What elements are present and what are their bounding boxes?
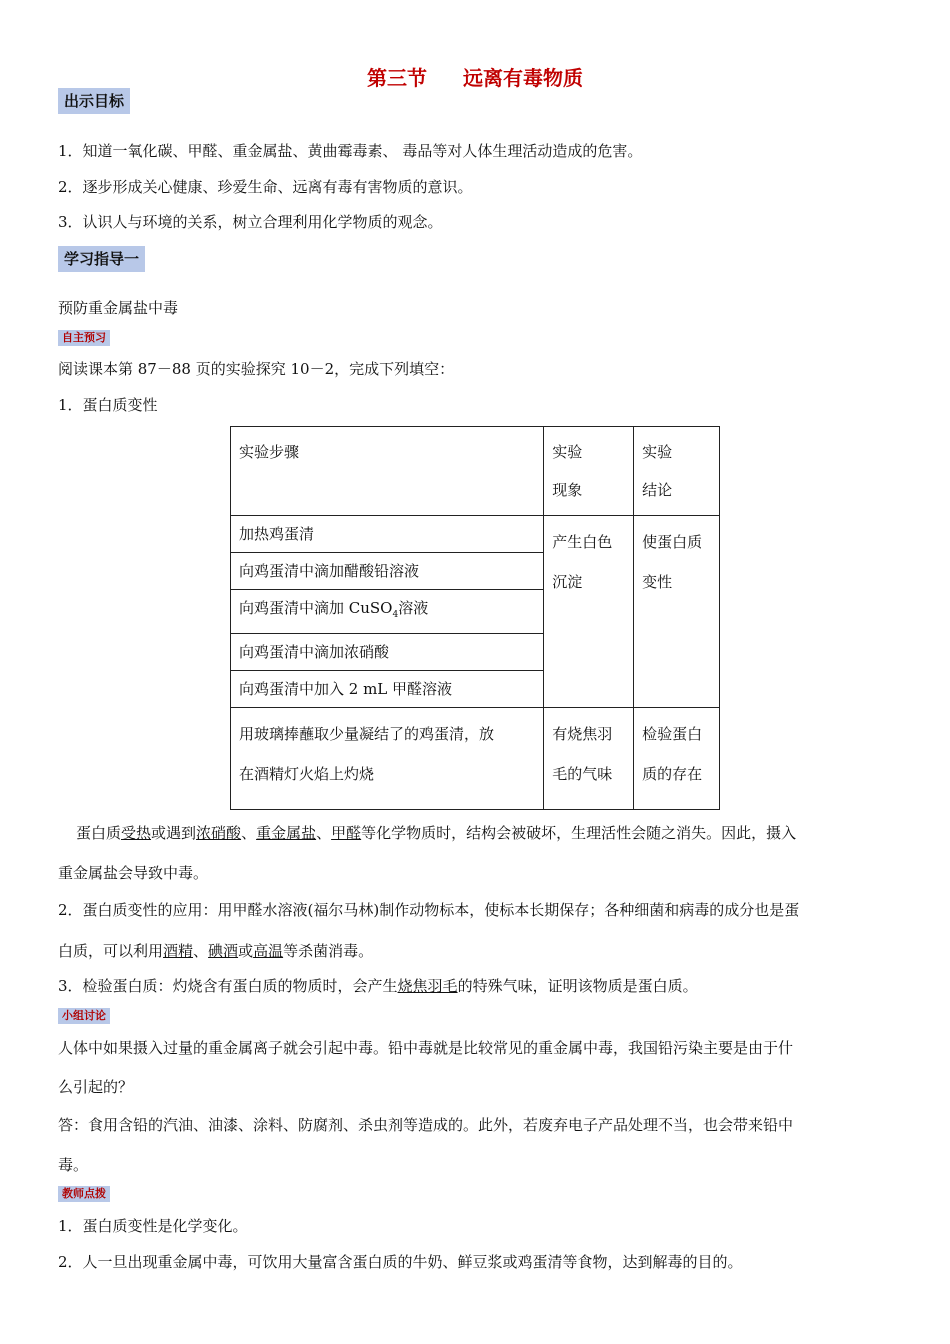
table-cell-step: 向鸡蛋清中滴加醋酸铅溶液 (231, 553, 544, 590)
header-conclusion: 实验 结论 (634, 427, 720, 516)
teacher-item: 2．人一旦出现重金属中毒，可饮用大量富含蛋白质的牛奶、鲜豆浆或鸡蛋清等食物，达到解毒的目的。 (58, 1253, 743, 1271)
table-cell-conclusion: 检验蛋白 质的存在 (634, 708, 720, 810)
teacher-item: 1．蛋白质变性是化学变化。 (58, 1217, 248, 1235)
table-cell-step: 向鸡蛋清中加入 2 mL 甲醛溶液 (231, 671, 544, 708)
experiment-table (230, 426, 720, 810)
teacher-tag: 教师点拨 (58, 1186, 110, 1202)
paragraph-denaturation: 蛋白质受热或遇到浓硝酸、重金属盐、甲醛等化学物质时，结构会被破坏，生理活性会随之消失。因此，摄入 (76, 824, 797, 842)
header-phenomenon: 实验 现象 (544, 427, 634, 516)
item-heading: 1．蛋白质变性 (58, 396, 158, 414)
table-cell-conclusion: 使蛋白质 变性 (634, 516, 720, 708)
paragraph-application: 2．蛋白质变性的应用：用甲醛水溶液(福尔马林)制作动物标本，使标本长期保存；各种细菌和病毒的成分也是蛋 (58, 901, 800, 919)
header-steps: 实验步骤 (231, 427, 544, 516)
table-cell-step: 加热鸡蛋清 (231, 516, 544, 553)
discussion-question-cont: 么引起的？ (58, 1078, 134, 1096)
section-title: 远离有毒物质 (463, 66, 583, 90)
reading-instruction: 阅读课本第 87－88 页的实验探究 10－2，完成下列填空： (58, 360, 455, 378)
discussion-answer-cont: 毒。 (58, 1156, 89, 1174)
table-cell-step: 向鸡蛋清中滴加浓硝酸 (231, 634, 544, 671)
paragraph-denaturation-cont: 重金属盐会导致中毒。 (58, 864, 209, 882)
objective-item: 3．认识人与环境的关系，树立合理利用化学物质的观念。 (58, 213, 443, 231)
table-cell-step: 用玻璃捧蘸取少量凝结了的鸡蛋清，放 在酒精灯火焰上灼烧 (231, 708, 544, 810)
table-cell-step: 向鸡蛋清中滴加 CuSO$_4$溶液 (231, 590, 544, 634)
paragraph-test: 3．检验蛋白质：灼烧含有蛋白质的物质时，会产生烧焦羽毛的特殊气味，证明该物质是蛋白质。 (58, 977, 698, 995)
topic-title: 预防重金属盐中毒 (58, 299, 179, 317)
discussion-tag: 小组讨论 (58, 1008, 110, 1024)
section-number: 第三节 (367, 66, 427, 90)
discussion-question: 人体中如果摄入过量的重金属离子就会引起中毒。铅中毒就是比较常见的重金属中毒，我国铅污染主要是由于什 (58, 1039, 794, 1057)
preview-tag: 自主预习 (58, 330, 110, 346)
objectives-heading: 出示目标 (58, 88, 130, 114)
page-title (0, 62, 950, 91)
paragraph-application-cont: 白质，可以利用酒精、碘酒或高温等杀菌消毒。 (58, 942, 374, 960)
table-cell-phenomenon: 产生白色 沉淀 (544, 516, 634, 708)
table-cell-phenomenon: 有烧焦羽 毛的气味 (544, 708, 634, 810)
discussion-answer: 答：食用含铅的汽油、油漆、涂料、防腐剂、杀虫剂等造成的。此外，若废弃电子产品处理不当，也会带来铅中 (58, 1116, 794, 1134)
guide-heading: 学习指导一 (58, 246, 145, 272)
objective-item: 1．知道一氧化碳、甲醛、重金属盐、黄曲霉毒素、 毒品等对人体生理活动造成的危害。 (58, 142, 643, 160)
objective-item: 2．逐步形成关心健康、珍爱生命、远离有毒有害物质的意识。 (58, 178, 473, 196)
